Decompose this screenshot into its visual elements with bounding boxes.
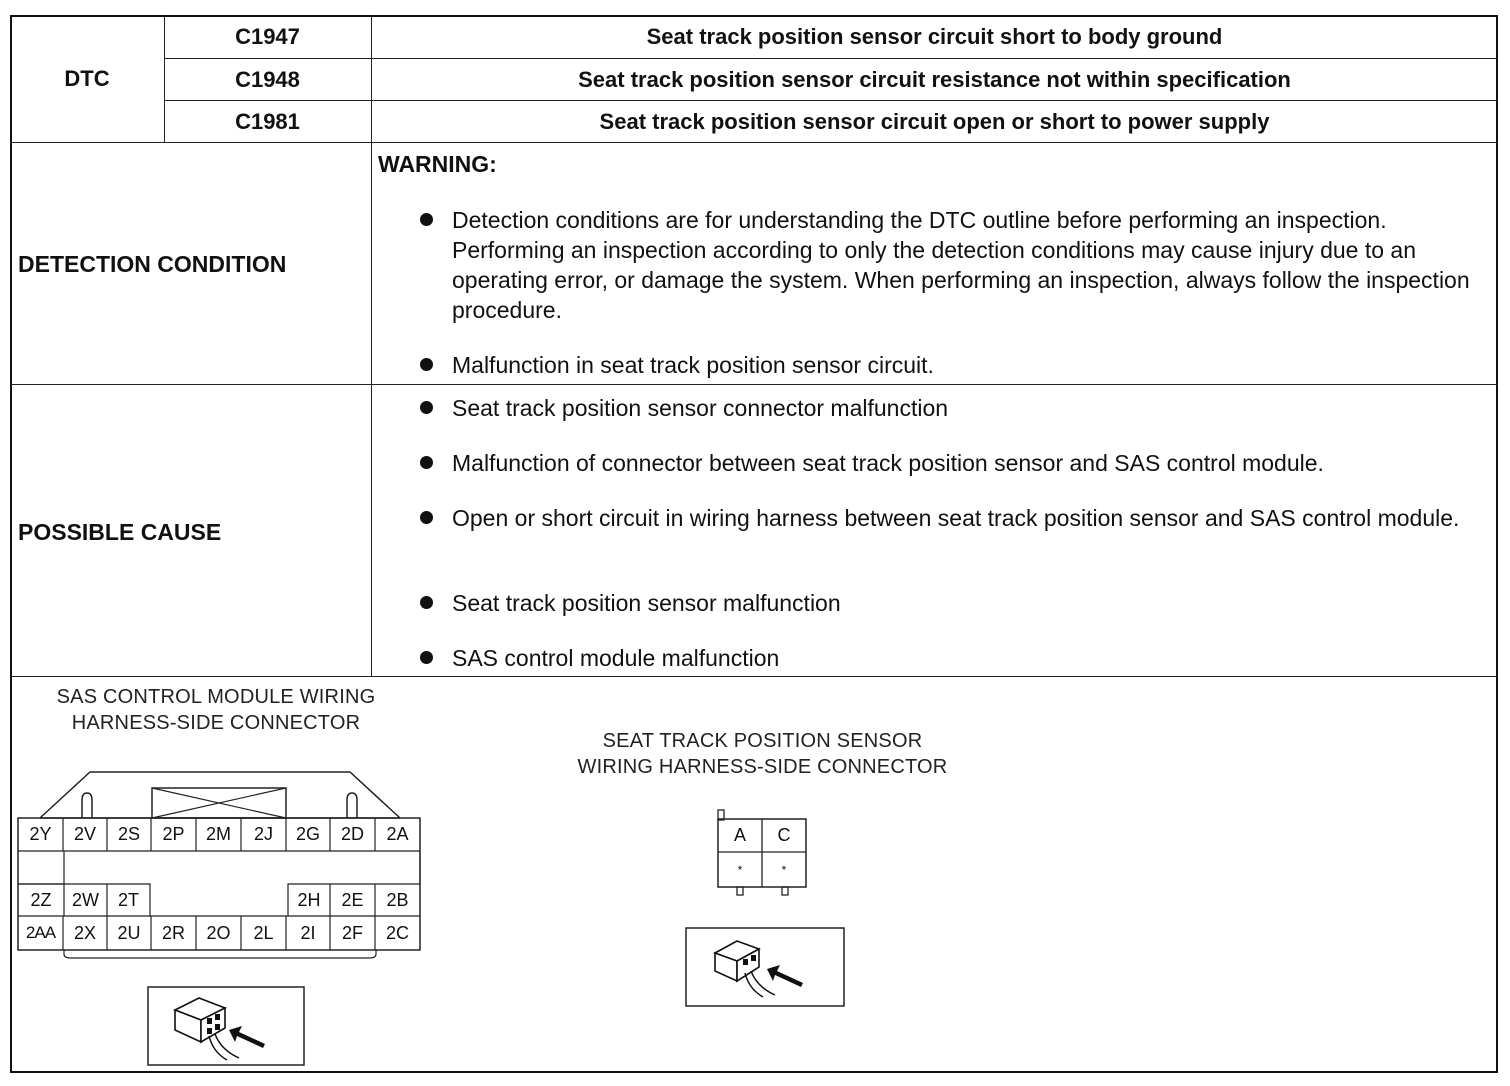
dtc-code: C1981 bbox=[235, 108, 300, 134]
warning-label: WARNING: bbox=[378, 151, 497, 177]
detection-bullet: Detection conditions are for understanding the DTC outline before performing an inspection. Performing an inspection according to only the detection conditions may cause injury due to an operating error, or damage the system. When performing an inspection, always follow the inspection procedure. bbox=[452, 207, 1470, 323]
dtc-code: C1948 bbox=[235, 66, 300, 92]
cause-bullet: Malfunction of connector between seat track position sensor and SAS control module. bbox=[452, 450, 1324, 476]
pin-label: * bbox=[781, 862, 787, 877]
detection-bullet: Malfunction in seat track position sensor circuit. bbox=[452, 352, 934, 378]
bullet-icon bbox=[420, 213, 433, 226]
pin-label: A bbox=[733, 825, 746, 845]
row-divider bbox=[10, 384, 1498, 385]
sas-connector-title bbox=[16, 684, 416, 736]
row-divider bbox=[10, 676, 1498, 677]
pin-label: 2C bbox=[385, 922, 409, 943]
cause-bullet: Open or short circuit in wiring harness between seat track position sensor and SAS control module. bbox=[452, 505, 1460, 531]
cause-bullet: Seat track position sensor malfunction bbox=[452, 590, 841, 616]
sensor-title-line1: SEAT TRACK POSITION SENSOR bbox=[602, 730, 923, 752]
pin-label: 2X bbox=[73, 922, 97, 943]
pin-label: 2AA bbox=[25, 923, 56, 942]
dtc-label: DTC bbox=[64, 65, 110, 91]
dtc-description: Seat track position sensor circuit short to body ground bbox=[646, 24, 1223, 49]
pin-label: 2A bbox=[386, 824, 409, 844]
connector-view-icon bbox=[147, 986, 307, 1068]
pin-label: C bbox=[777, 825, 791, 845]
pin-label: 2L bbox=[253, 922, 274, 943]
sas-title-line1: SAS CONTROL MODULE WIRING bbox=[56, 686, 376, 708]
pin-label: 2F bbox=[341, 922, 363, 943]
pin-label: 2P bbox=[162, 824, 185, 844]
pin-label: * bbox=[737, 862, 743, 877]
pin-label: 2S bbox=[117, 824, 141, 844]
pin-label: 2W bbox=[72, 889, 99, 910]
pin-label: 2Y bbox=[29, 824, 52, 844]
pin-label: 2T bbox=[117, 889, 139, 910]
pin-label: 2H bbox=[297, 889, 321, 910]
pin-label: 2M bbox=[205, 824, 231, 844]
bullet-icon bbox=[420, 511, 433, 524]
bullet-icon bbox=[420, 358, 433, 371]
pin-label: 2G bbox=[295, 824, 320, 844]
bullet-icon bbox=[420, 651, 433, 664]
cause-bullet: SAS control module malfunction bbox=[452, 645, 780, 671]
bullet-icon bbox=[420, 596, 433, 609]
pin-label: 2Z bbox=[30, 889, 52, 910]
pin-label: 2I bbox=[300, 922, 316, 943]
pin-label: 2D bbox=[340, 824, 364, 844]
dtc-code: C1947 bbox=[235, 24, 300, 49]
dtc-description: Seat track position sensor circuit open or short to power supply bbox=[599, 108, 1270, 134]
pin-label: 2J bbox=[253, 824, 273, 844]
pin-label: 2B bbox=[386, 889, 409, 910]
pin-label: 2E bbox=[341, 889, 364, 910]
pin-label: 2V bbox=[73, 824, 97, 844]
dtc-description: Seat track position sensor circuit resistance not within specification bbox=[578, 66, 1291, 92]
sensor-title-line2: WIRING HARNESS-SIDE CONNECTOR bbox=[577, 756, 948, 778]
pin-label: 2R bbox=[161, 922, 185, 943]
pin-label: 2O bbox=[206, 922, 231, 943]
bullet-icon bbox=[420, 456, 433, 469]
connector-view-icon bbox=[685, 927, 847, 1009]
detection-condition-label: DETECTION CONDITION bbox=[18, 251, 287, 277]
sas-title-line2: HARNESS-SIDE CONNECTOR bbox=[71, 712, 361, 734]
sensor-connector-title bbox=[540, 728, 985, 780]
pin-label: 2U bbox=[117, 922, 141, 943]
possible-cause-label: POSSIBLE CAUSE bbox=[18, 519, 222, 545]
cause-bullet: Seat track position sensor connector malfunction bbox=[452, 395, 949, 421]
bullet-icon bbox=[420, 401, 433, 414]
